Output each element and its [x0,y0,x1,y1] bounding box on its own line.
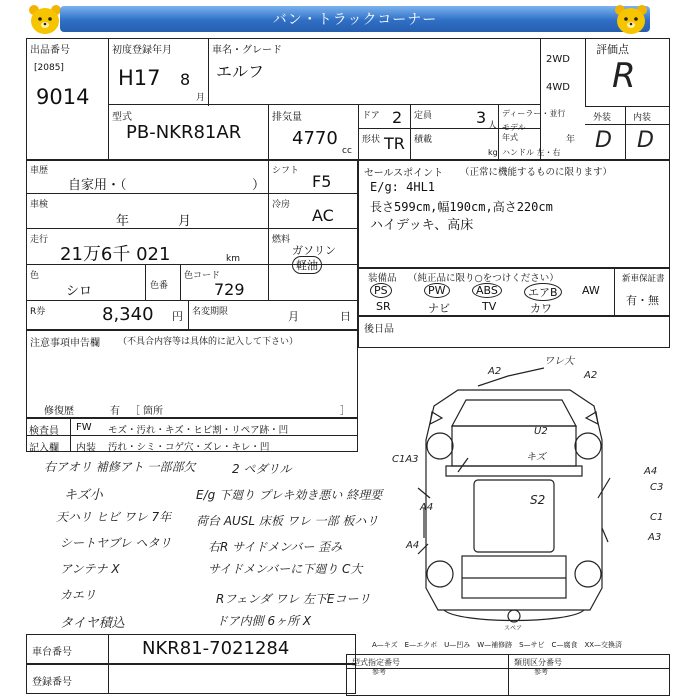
fuel-label: 燃料 [272,235,291,245]
recycle-value: 8,340 [102,304,154,325]
equip-abs: ABS [472,283,502,298]
equipment-label: 装備品 [368,273,397,284]
inspection-year: 年 [116,214,130,229]
selling-label: セールスポイント [364,168,444,179]
hw-line4: シートヤブレ ヘタリ [60,536,172,550]
car-label: 車名・グレード [212,45,282,56]
hw-line3: 天ハリ ヒビ ワレ 7年 [56,510,172,524]
inspector-int-label: 内装 [76,443,96,454]
chassis-label: 車台番号 [32,647,72,658]
ac-label: 冷房 [272,200,291,210]
hw-line2: キズ小 [64,488,103,503]
hw-line4b: 右R サイドメンバー 歪み [208,540,343,554]
selling-line1: E/g: 4HL1 [370,180,436,194]
score-value: R [612,56,636,96]
hw-line1: 右アオリ 補修アト 一部部欠 [44,460,196,474]
hw-line7c: ドア内側 6ヶ所 X [216,614,312,628]
diag-crack: ワレ大 [544,356,574,367]
hw-line7b: Rフェンダ ワレ 左下Eコーリ [216,592,371,606]
model-value: PB-NKR81AR [126,122,242,143]
diag-s2: S2 [530,493,546,507]
warranty-value: 有・無 [626,294,659,307]
vehicle-diagram [358,348,670,630]
type-number-label: 型式指定番号 [352,658,400,667]
warranty-label: 新車保証書 [622,274,665,284]
reg-month-unit: 月 [196,93,206,103]
register-label: 登録番号 [32,677,72,688]
hw-line5b: サイドメンバーに下廻り C大 [208,562,363,576]
repair-label: 修復歴 [44,406,74,417]
doors-label: ドア [362,111,380,121]
dealer-label: ディーラー・並行 [502,109,566,118]
equip-airbag: エアB [524,283,562,301]
color-label: 色 [30,271,40,281]
mileage-value: 21万6千 021 [60,244,171,265]
name-change-label: 名変期限 [192,307,229,317]
ac-value: AC [312,206,334,225]
left-mascot-icon [26,4,64,40]
repair-bracket: ［ [130,406,140,417]
year-unit: 年 [566,135,576,145]
model-label: 型式 [112,112,132,123]
hw-line5: アンテナ X [60,562,120,576]
repair-value: 有 [110,406,120,417]
handle-label: ハンドル 左・右 [502,148,561,157]
int-label: 内装 [633,113,652,123]
lot-label: 出品番号 [30,45,70,56]
recycle-label: R券 [30,307,46,317]
ext-score: D [595,128,612,153]
capacity-value: 3 [476,108,487,127]
model-year-label: モデル [502,123,526,132]
history-value: 自家用・（ [68,178,127,193]
later-block [358,316,670,348]
displacement-value: 4770 [292,128,338,149]
drive-2wd: 2WD [546,54,570,65]
right-mascot-icon [612,4,650,40]
inspector-int: 汚れ・シミ・コゲ穴・ズレ・キレ・凹 [108,442,270,453]
recycle-unit: 円 [172,310,183,323]
diag-a4-left: A4 [420,502,434,513]
diag-a3: A3 [648,532,662,543]
selling-hint: （正常に機能するものに限ります） [460,167,613,178]
class-number-ref: 参考 [534,668,548,676]
equip-pw: PW [424,283,450,298]
capacity-label: 定員 [414,111,433,121]
repair-part: 箇所 [143,406,163,417]
hw-line3b: 荷台 AUSL 床板 ワレ 一部 板ハリ [196,514,379,528]
hw-line7: タイヤ積込 [60,616,125,631]
repair-close: ］ [340,406,350,417]
load-unit: kg [488,148,498,157]
shift-label: シフト [272,166,300,176]
equip-leather: カワ [530,302,552,315]
diag-a4-right: A4 [644,466,658,477]
car-name: エルフ [216,62,265,81]
diag-a2-left: A2 [488,366,502,377]
diag-scratch: キズ [526,452,546,463]
diag-c3: C3 [650,482,664,493]
name-change-day: 日 [340,310,351,323]
class-number-label: 類別区分番号 [514,658,562,667]
year-label: 年式 [502,133,518,142]
history-label: 車歴 [30,166,49,176]
type-number-ref: 参考 [372,668,386,676]
chassis-value: NKR81-7021284 [142,638,290,659]
ext-label: 外装 [593,113,612,123]
damage-legend: A—キズ E—エクボ U—凹み W—補修跡 S—サビ C—腐食 XX—交換済 [372,641,623,649]
equip-ps: PS [370,283,392,298]
diag-u2: U2 [534,426,548,437]
capacity-unit: 人 [488,121,498,131]
diag-a2-right: A2 [584,370,598,381]
inspector-label2: 記入欄 [29,443,59,454]
name-change-month: 月 [288,310,299,323]
fuel-gasoline: ガソリン [292,244,336,257]
mileage-unit: km [226,254,240,264]
color-no-label: 色番 [150,281,169,291]
hw-line2b: E/g 下廻り プレキ効き悪い 終理要 [196,488,383,502]
diag-c1a3: C1A3 [392,454,419,465]
shape-label: 形状 [362,135,381,145]
inspection-month: 月 [178,214,192,229]
lot-number: 9014 [36,85,90,109]
diag-a4-mid: A4 [406,540,420,551]
reg-year: H17 [118,66,161,90]
diag-spare: スペア [504,625,523,630]
color-value: シロ [66,284,93,299]
fuel-diesel: 軽油 [292,256,322,274]
reg-label: 初度登録年月 [112,45,172,56]
doors-value: 2 [392,108,403,127]
int-score: D [637,128,654,153]
drive-4wd: 4WD [546,82,570,93]
bear-icon [26,4,64,36]
shape-value: TR [384,134,405,153]
register-block [26,664,356,694]
inspection-label: 車検 [30,200,49,210]
page-title: バン・トラックコーナー [60,6,650,32]
hw-line1b: 2 ペダリル [232,462,292,476]
equip-sr: SR [376,300,391,313]
displacement-label: 排気量 [272,112,302,123]
load-label: 積載 [414,135,433,145]
selling-line2: 長さ599cm,幅190cm,高さ220cm [370,200,553,214]
selling-line3: ハイデッキ、高床 [370,218,474,233]
equip-aw: AW [582,284,600,297]
notes-hint: （不具合内容等は具体的に記入して下さい） [118,337,299,347]
bear-icon [612,4,650,36]
lot-sub: [2085] [34,63,64,73]
equip-navi: ナビ [428,302,450,315]
color-code: 729 [214,280,245,299]
shift-value: F5 [312,172,332,191]
inspector-label1: 検査員 [29,426,59,437]
notes-label: 注意事項申告欄 [30,338,100,349]
equip-tv: TV [482,300,497,313]
hw-line6: カエリ [60,588,97,602]
color-code-label: 色コード [184,271,221,281]
later-label: 後日品 [364,324,394,335]
reg-month: 8 [180,70,191,89]
inspector-fw-label: FW [76,422,92,433]
equipment-hint: （純正品に限り○をつけください） [408,273,559,284]
score-label: 評価点 [596,43,629,56]
displacement-unit: cc [342,146,352,156]
mileage-label: 走行 [30,235,49,245]
inspector-fw: モズ・汚れ・キズ・ヒビ割・リペア跡・凹 [108,425,289,436]
history-close: ） [252,178,266,193]
diag-c1: C1 [650,512,664,523]
